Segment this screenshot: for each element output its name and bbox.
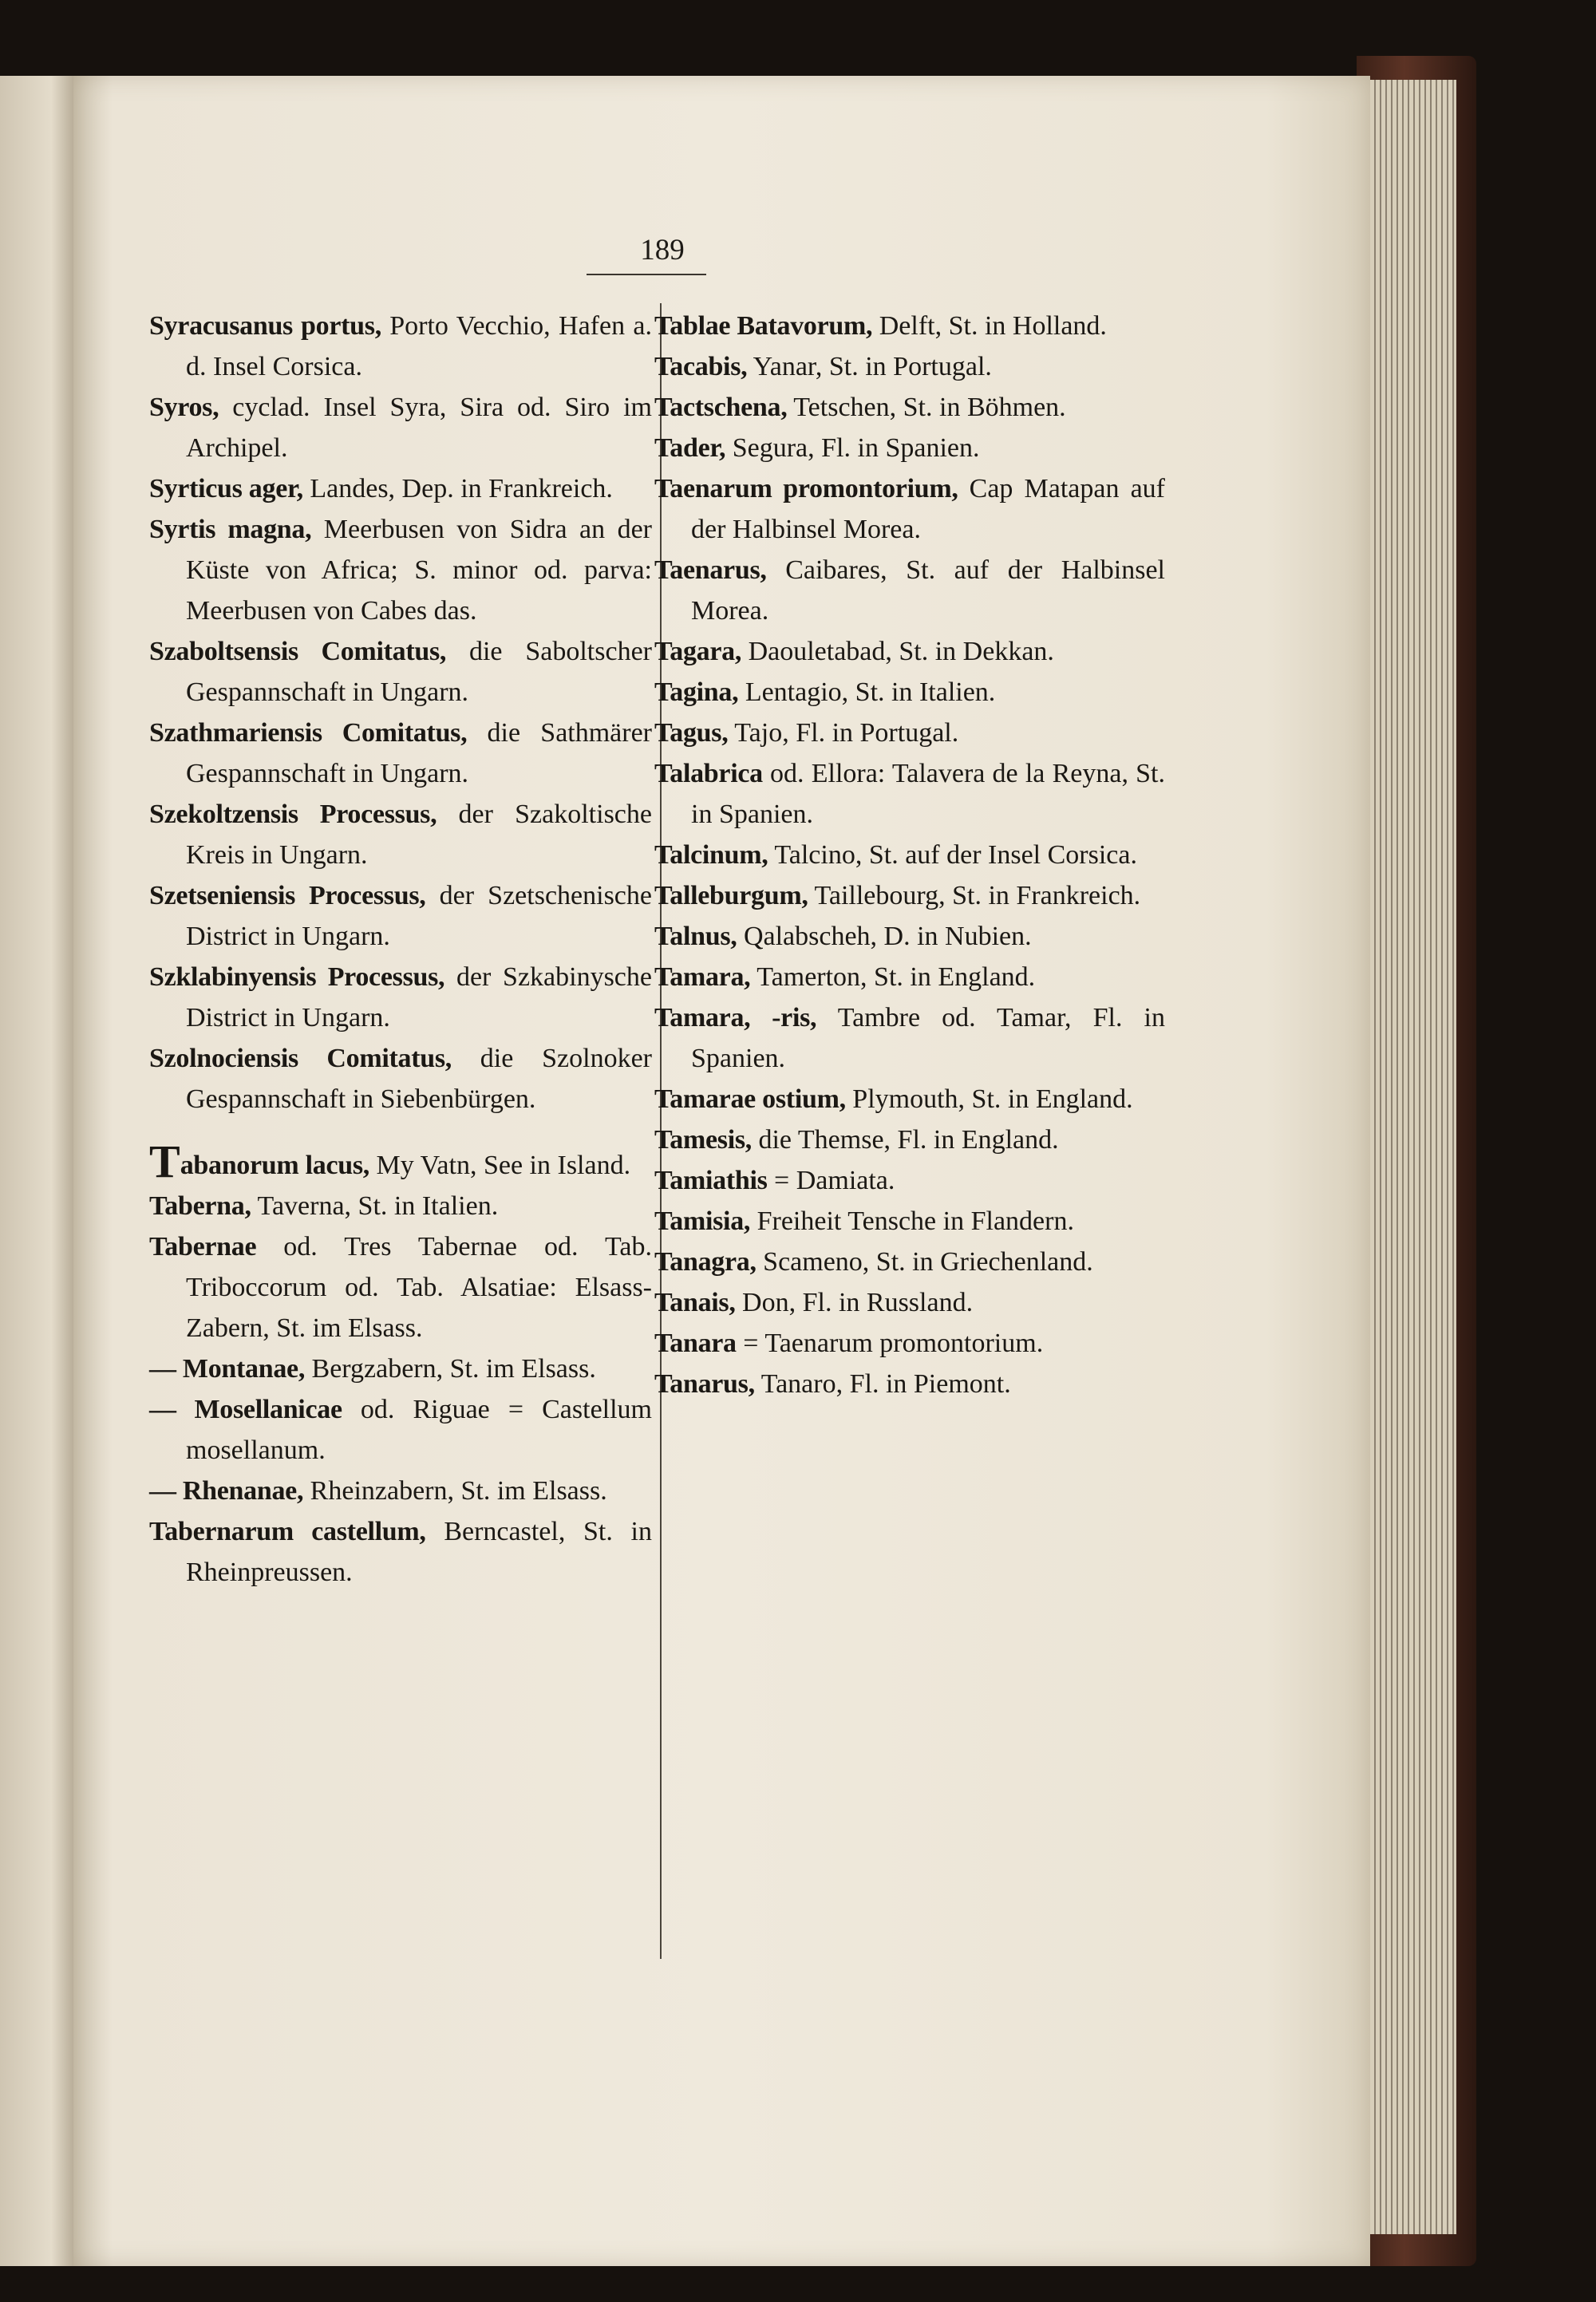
entry-headword: Szolnociensis Comitatus, bbox=[149, 1044, 452, 1073]
dictionary-entry bbox=[654, 1201, 1165, 1242]
dictionary-entry bbox=[654, 550, 1165, 631]
dictionary-entry bbox=[149, 1348, 652, 1389]
entry-text: Taverna, St. in Italien. bbox=[251, 1191, 499, 1221]
dictionary-entry bbox=[654, 713, 1165, 753]
entry-text: Tajo, Fl. in Portugal. bbox=[728, 718, 959, 748]
dictionary-entry bbox=[654, 753, 1165, 835]
dictionary-entry bbox=[654, 1364, 1165, 1404]
page-edges bbox=[1365, 80, 1456, 2234]
entry-text: Tambre od. Tamar, Fl. in Spanien. bbox=[691, 1003, 1165, 1073]
dictionary-entry bbox=[654, 875, 1165, 916]
dictionary-entry bbox=[654, 1282, 1165, 1323]
entry-headword: Szaboltsensis Comitatus, bbox=[149, 637, 447, 666]
dictionary-entry bbox=[654, 997, 1165, 1079]
entry-headword: Szetseniensis Processus, bbox=[149, 881, 426, 910]
entry-headword: Taberna, bbox=[149, 1191, 251, 1221]
entry-text: Tamerton, St. in England. bbox=[750, 962, 1036, 992]
entry-text: Scameno, St. in Griechenland. bbox=[756, 1247, 1093, 1277]
header-rule bbox=[587, 274, 706, 275]
entry-headword: abanorum lacus, bbox=[180, 1151, 370, 1180]
entry-text: der Szetschenische District in Ungarn. bbox=[186, 881, 652, 951]
dictionary-entry bbox=[149, 794, 652, 875]
dictionary-entry bbox=[654, 916, 1165, 957]
dictionary-entry bbox=[149, 1135, 652, 1187]
entry-text: die Themse, Fl. in England. bbox=[751, 1125, 1059, 1155]
entry-headword: Tamara, bbox=[654, 962, 751, 992]
dictionary-entry bbox=[149, 1226, 652, 1348]
dictionary-entry bbox=[149, 1038, 652, 1119]
page-number: 189 bbox=[640, 234, 685, 267]
entry-headword: Tagus, bbox=[654, 718, 729, 748]
dictionary-entry bbox=[149, 509, 652, 631]
entry-headword: Taenarum promontorium, bbox=[654, 474, 958, 503]
entry-text: My Vatn, See in Island. bbox=[369, 1151, 631, 1180]
dictionary-entry bbox=[654, 1160, 1165, 1201]
left-column bbox=[149, 306, 652, 1593]
entry-headword: Tamarae ostium, bbox=[654, 1084, 846, 1114]
entry-text: od. Riguae = Castellum mosellanum. bbox=[186, 1395, 652, 1465]
dictionary-entry bbox=[654, 387, 1165, 428]
entry-text: Berncastel, St. in Rheinpreussen. bbox=[186, 1517, 652, 1587]
dictionary-entry bbox=[149, 631, 652, 713]
entry-headword: Tanarus, bbox=[654, 1369, 755, 1399]
entry-text: = Damiata. bbox=[767, 1166, 895, 1195]
entry-text: od. Tres Tabernae od. Tab. Triboccorum od. Tab. Alsatiae: Elsass-Zabern, St. im Elsass. bbox=[186, 1232, 652, 1343]
dictionary-entry bbox=[654, 306, 1165, 346]
entry-headword: Tacabis, bbox=[654, 352, 748, 381]
dictionary-entry bbox=[149, 306, 652, 387]
entry-headword: — Mosellanicae bbox=[149, 1395, 342, 1424]
dictionary-entry bbox=[654, 1119, 1165, 1160]
dictionary-entry bbox=[149, 875, 652, 957]
entry-text: Talcino, St. auf der Insel Corsica. bbox=[768, 840, 1137, 870]
dictionary-entry bbox=[654, 1323, 1165, 1364]
entry-headword: Tanara bbox=[654, 1329, 737, 1358]
dictionary-entry bbox=[654, 346, 1165, 387]
dictionary-entry bbox=[654, 468, 1165, 550]
dictionary-entry bbox=[654, 835, 1165, 875]
entry-headword: Tanais, bbox=[654, 1288, 736, 1317]
entry-headword: Syrticus ager, bbox=[149, 474, 303, 503]
entry-text: od. Ellora: Talavera de la Reyna, St. in Spanien. bbox=[691, 759, 1165, 829]
entry-headword: Syrtis magna, bbox=[149, 515, 312, 544]
entry-text: die Sathmärer Gespannschaft in Ungarn. bbox=[186, 718, 653, 788]
dictionary-entry bbox=[149, 387, 652, 468]
dictionary-entry bbox=[654, 957, 1165, 997]
dictionary-entry bbox=[654, 672, 1165, 713]
entry-text: Don, Fl. in Russland. bbox=[735, 1288, 974, 1317]
entry-text: Lentagio, St. in Italien. bbox=[738, 677, 996, 707]
dictionary-entry bbox=[654, 631, 1165, 672]
entry-text: Segura, Fl. in Spanien. bbox=[725, 433, 980, 463]
entry-headword: Tablae Batavorum, bbox=[654, 311, 873, 341]
entry-headword: Szekoltzensis Processus, bbox=[149, 800, 437, 829]
entry-text: Delft, St. in Holland. bbox=[872, 311, 1107, 341]
entry-headword: Tamisia, bbox=[654, 1206, 751, 1236]
entry-headword: Talnus, bbox=[654, 922, 737, 951]
dictionary-entry bbox=[149, 1471, 652, 1511]
entry-headword: Talleburgum, bbox=[654, 881, 808, 910]
section-gap bbox=[149, 1119, 652, 1145]
entry-headword: Tabernae bbox=[149, 1232, 257, 1262]
entry-headword: — Montanae, bbox=[149, 1354, 306, 1384]
entry-headword: Tagara, bbox=[654, 637, 742, 666]
entry-headword: Tamiathis bbox=[654, 1166, 768, 1195]
entry-text: Tetschen, St. in Böhmen. bbox=[787, 393, 1066, 422]
entry-text: Cap Matapan auf der Halbinsel Morea. bbox=[691, 474, 1165, 544]
entry-text: der Szakoltische Kreis in Ungarn. bbox=[186, 800, 652, 870]
entry-headword: Tabernarum castellum, bbox=[149, 1517, 426, 1546]
dictionary-entry bbox=[149, 1186, 652, 1226]
dictionary-entry bbox=[149, 957, 652, 1038]
dictionary-entry bbox=[149, 1511, 652, 1593]
entry-text: Yanar, St. in Portugal. bbox=[747, 352, 992, 381]
entry-headword: — Rhenanae, bbox=[149, 1476, 304, 1506]
entry-headword: Szathmariensis Comitatus, bbox=[149, 718, 468, 748]
entry-headword: Tamesis, bbox=[654, 1125, 752, 1155]
entry-text: Plymouth, St. in England. bbox=[845, 1084, 1133, 1114]
section-initial: T bbox=[149, 1135, 180, 1187]
entry-headword: Tagina, bbox=[654, 677, 739, 707]
entry-headword: Taenarus, bbox=[654, 555, 767, 585]
entry-text: Freiheit Tensche in Flandern. bbox=[750, 1206, 1074, 1236]
dictionary-entry bbox=[654, 1242, 1165, 1282]
entry-text: der Szkabinysche District in Ungarn. bbox=[186, 962, 652, 1033]
entry-headword: Tactschena, bbox=[654, 393, 788, 422]
entry-text: die Szolnoker Gespannschaft in Siebenbürgen. bbox=[186, 1044, 652, 1114]
entry-text: Taillebourg, St. in Frankreich. bbox=[808, 881, 1141, 910]
entry-text: Porto Vecchio, Hafen a. d. Insel Corsica. bbox=[186, 311, 653, 381]
entry-text: Landes, Dep. in Frankreich. bbox=[302, 474, 613, 503]
dictionary-entry bbox=[654, 1079, 1165, 1119]
entry-text: Daouletabad, St. in Dekkan. bbox=[741, 637, 1054, 666]
entry-text: Caibares, St. auf der Halbinsel Morea. bbox=[691, 555, 1165, 626]
entry-text: Qalabscheh, D. in Nubien. bbox=[737, 922, 1032, 951]
entry-text: die Saboltscher Gespannschaft in Ungarn. bbox=[186, 637, 652, 707]
entry-headword: Talcinum, bbox=[654, 840, 768, 870]
entry-headword: Talabrica bbox=[654, 759, 763, 788]
entry-text: Meerbusen von Sidra an der Küste von Africa; S. minor od. parva: Meerbusen von Cabes das. bbox=[186, 515, 652, 626]
entry-headword: Tanagra, bbox=[654, 1247, 757, 1277]
entry-text: = Taenarum promontorium. bbox=[736, 1329, 1044, 1358]
entry-headword: Szklabinyensis Processus, bbox=[149, 962, 445, 992]
dictionary-entry bbox=[149, 713, 652, 794]
entry-headword: Syracusanus portus, bbox=[149, 311, 381, 341]
entry-headword: Tader, bbox=[654, 433, 726, 463]
dictionary-entry bbox=[149, 468, 652, 509]
entry-headword: Syros, bbox=[149, 393, 219, 422]
dictionary-entry bbox=[654, 428, 1165, 468]
entry-text: Tanaro, Fl. in Piemont. bbox=[754, 1369, 1011, 1399]
facing-page-edge bbox=[0, 76, 73, 2266]
entry-headword: Tamara, -ris, bbox=[654, 1003, 817, 1033]
entry-text: cyclad. Insel Syra, Sira od. Siro im Archipel. bbox=[186, 393, 652, 463]
right-column bbox=[654, 306, 1165, 1404]
entry-text: Rheinzabern, St. im Elsass. bbox=[303, 1476, 607, 1506]
entry-text: Bergzabern, St. im Elsass. bbox=[305, 1354, 596, 1384]
dictionary-entry bbox=[149, 1389, 652, 1471]
